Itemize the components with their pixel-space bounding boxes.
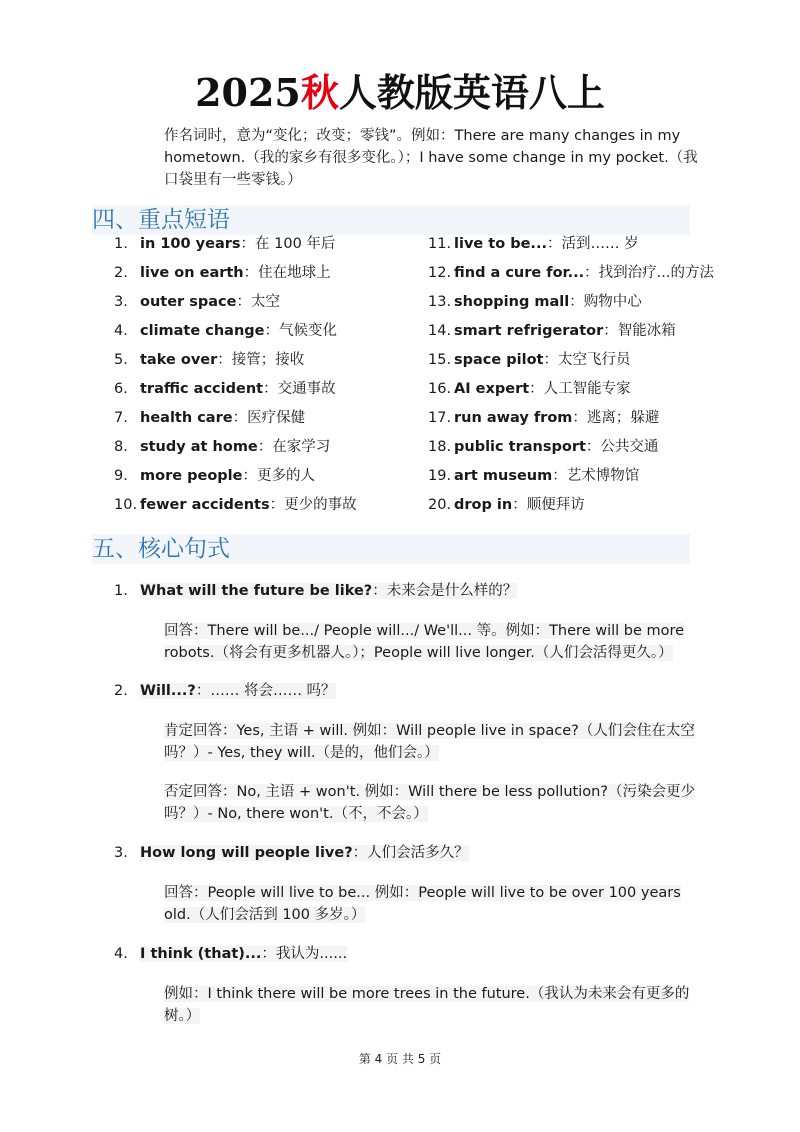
sentence-chinese: ：未来会是什么样的？ xyxy=(372,583,518,599)
phrase-english: art museum xyxy=(454,468,553,484)
sentence-english: What will the future be like? xyxy=(140,583,373,599)
phrase-english: AI expert xyxy=(454,381,530,397)
phrase-item xyxy=(428,465,639,487)
phrase-english: smart refrigerator xyxy=(454,323,604,339)
phrase-number: 3. xyxy=(114,294,128,310)
phrase-english: public transport xyxy=(454,439,586,455)
sentence-english: I think (that)... xyxy=(140,946,262,962)
phrase-item xyxy=(428,378,631,400)
phrase-number: 8. xyxy=(114,439,128,455)
phrase-item xyxy=(428,262,714,284)
page-footer: 第 4 页 共 5 页 xyxy=(358,1052,442,1066)
phrase-chinese: ：接管；接收 xyxy=(217,352,305,368)
sentence-chinese: ：…… 将会…… 吗？ xyxy=(195,683,336,699)
phrase-english: space pilot xyxy=(454,352,544,368)
phrase-item xyxy=(428,233,639,255)
phrase-number: 12. xyxy=(428,265,452,281)
section-heading-sentences: 五、核心句式 xyxy=(92,534,690,564)
phrase-item xyxy=(114,291,280,313)
sentence-english: How long will people live? xyxy=(140,845,353,861)
phrase-item xyxy=(114,436,330,458)
phrase-number: 5. xyxy=(114,352,128,368)
phrase-english: study at home xyxy=(140,439,258,455)
phrase-english: take over xyxy=(140,352,218,368)
phrase-number: 15. xyxy=(428,352,452,368)
phrase-english: live on earth xyxy=(140,265,244,281)
phrase-chinese: ：医疗保健 xyxy=(232,410,306,426)
phrase-chinese: ：交通事故 xyxy=(263,381,336,397)
phrase-english: run away from xyxy=(454,410,573,426)
phrase-item xyxy=(114,349,304,371)
phrase-chinese: ：购物中心 xyxy=(569,294,642,310)
sentence-number: 4. xyxy=(114,946,128,962)
sentence-item xyxy=(114,680,336,702)
phrase-chinese: ：智能冰箱 xyxy=(603,323,676,339)
sentence-item xyxy=(114,943,347,965)
sentence-chinese: ：我认为...... xyxy=(261,946,348,962)
phrase-number: 1. xyxy=(114,236,128,252)
phrase-item xyxy=(114,407,305,429)
phrase-chinese: ：艺术博物馆 xyxy=(552,468,640,484)
title-year: 2025 xyxy=(195,70,301,115)
phrase-item xyxy=(114,494,357,516)
phrase-english: outer space xyxy=(140,294,237,310)
phrase-number: 17. xyxy=(428,410,452,426)
sentence-number: 3. xyxy=(114,845,128,861)
phrase-number: 19. xyxy=(428,468,452,484)
phrase-chinese: ：太空 xyxy=(236,294,280,310)
phrase-chinese: ：活到…… 岁 xyxy=(546,236,639,252)
phrase-chinese: ：气候变化 xyxy=(264,323,337,339)
phrase-item xyxy=(114,465,315,487)
phrase-english: live to be... xyxy=(454,236,547,252)
phrase-english: shopping mall xyxy=(454,294,570,310)
sentence-answer: 否定回答：No, 主语 + won't. 例如：Will there be less pollution?（污染会更少吗？）- No, there won't.（不，不会。） xyxy=(164,784,695,822)
phrase-item xyxy=(114,262,331,284)
phrase-chinese: ：更少的事故 xyxy=(269,497,357,513)
phrase-english: fewer accidents xyxy=(140,497,270,513)
sentence-answer: 例如：I think there will be more trees in the future.（我认为未来会有更多的树。） xyxy=(164,986,690,1024)
phrase-chinese: ：太空飞行员 xyxy=(543,352,631,368)
sentence-answer: 回答：There will be.../ People will.../ We'll... 等。例如：There will be more robots.（将会有更多机器人。）；People will live longer.（人们会活得更久。） xyxy=(164,623,685,661)
sentence-english: Will...? xyxy=(140,683,196,699)
phrase-item xyxy=(428,494,585,516)
phrase-english: climate change xyxy=(140,323,265,339)
phrase-number: 14. xyxy=(428,323,452,339)
phrase-number: 11. xyxy=(428,236,452,252)
phrase-number: 18. xyxy=(428,439,452,455)
phrase-chinese: ：公共交通 xyxy=(585,439,659,455)
phrase-number: 4. xyxy=(114,323,128,339)
phrase-number: 6. xyxy=(114,381,128,397)
sentence-item xyxy=(114,580,517,602)
phrase-chinese: ：住在地球上 xyxy=(243,265,331,281)
phrase-english: find a cure for... xyxy=(454,265,585,281)
phrase-number: 13. xyxy=(428,294,452,310)
section-heading-phrases: 四、重点短语 xyxy=(92,205,690,235)
phrase-number: 16. xyxy=(428,381,452,397)
phrase-item xyxy=(428,407,659,429)
phrase-chinese: ：顺便拜访 xyxy=(512,497,585,513)
sentence-answer: 肯定回答：Yes, 主语 + will. 例如：Will people live in space?（人们会住在太空吗？）- Yes, they will.（是的，他们会。） xyxy=(164,723,695,761)
phrase-number: 10. xyxy=(114,497,138,513)
phrase-number: 20. xyxy=(428,497,452,513)
phrase-item xyxy=(114,378,336,400)
intro-paragraph: 作名词时，意为“变化；改变；零钱”。例如：There are many changes in my hometown.（我的家乡有很多变化。）；I have some change in my pocket.（我口袋里有一些零钱。） xyxy=(164,128,698,188)
phrase-chinese: ：找到治疗...的方法 xyxy=(584,265,714,281)
phrase-item xyxy=(428,436,658,458)
phrase-english: drop in xyxy=(454,497,513,513)
sentence-answer: 回答：People will live to be... 例如：People will live to be over 100 years old.（人们会活到 100 多岁。） xyxy=(164,885,681,923)
sentence-number: 2. xyxy=(114,683,128,699)
phrase-chinese: ：逃离；躲避 xyxy=(572,410,660,426)
sentence-chinese: ：人们会活多久？ xyxy=(352,845,469,861)
phrase-item xyxy=(428,291,642,313)
phrase-english: more people xyxy=(140,468,243,484)
phrase-chinese: ：更多的人 xyxy=(242,468,315,484)
phrase-number: 7. xyxy=(114,410,128,426)
phrase-number: 2. xyxy=(114,265,128,281)
title-season: 秋 xyxy=(300,70,339,115)
phrase-chinese: ：在 100 年后 xyxy=(240,236,336,252)
title-text: 人教版英语八上 xyxy=(338,70,605,115)
page-title xyxy=(0,62,800,117)
phrase-chinese: ：人工智能专家 xyxy=(529,381,631,397)
phrase-chinese: ：在家学习 xyxy=(257,439,331,455)
phrase-english: traffic accident xyxy=(140,381,264,397)
phrase-item xyxy=(428,320,676,342)
phrase-english: in 100 years xyxy=(140,236,241,252)
sentence-number: 1. xyxy=(114,583,128,599)
phrase-item xyxy=(114,233,335,255)
phrase-english: health care xyxy=(140,410,233,426)
phrase-item xyxy=(428,349,631,371)
phrase-number: 9. xyxy=(114,468,128,484)
sentence-item xyxy=(114,842,469,864)
phrase-item xyxy=(114,320,337,342)
